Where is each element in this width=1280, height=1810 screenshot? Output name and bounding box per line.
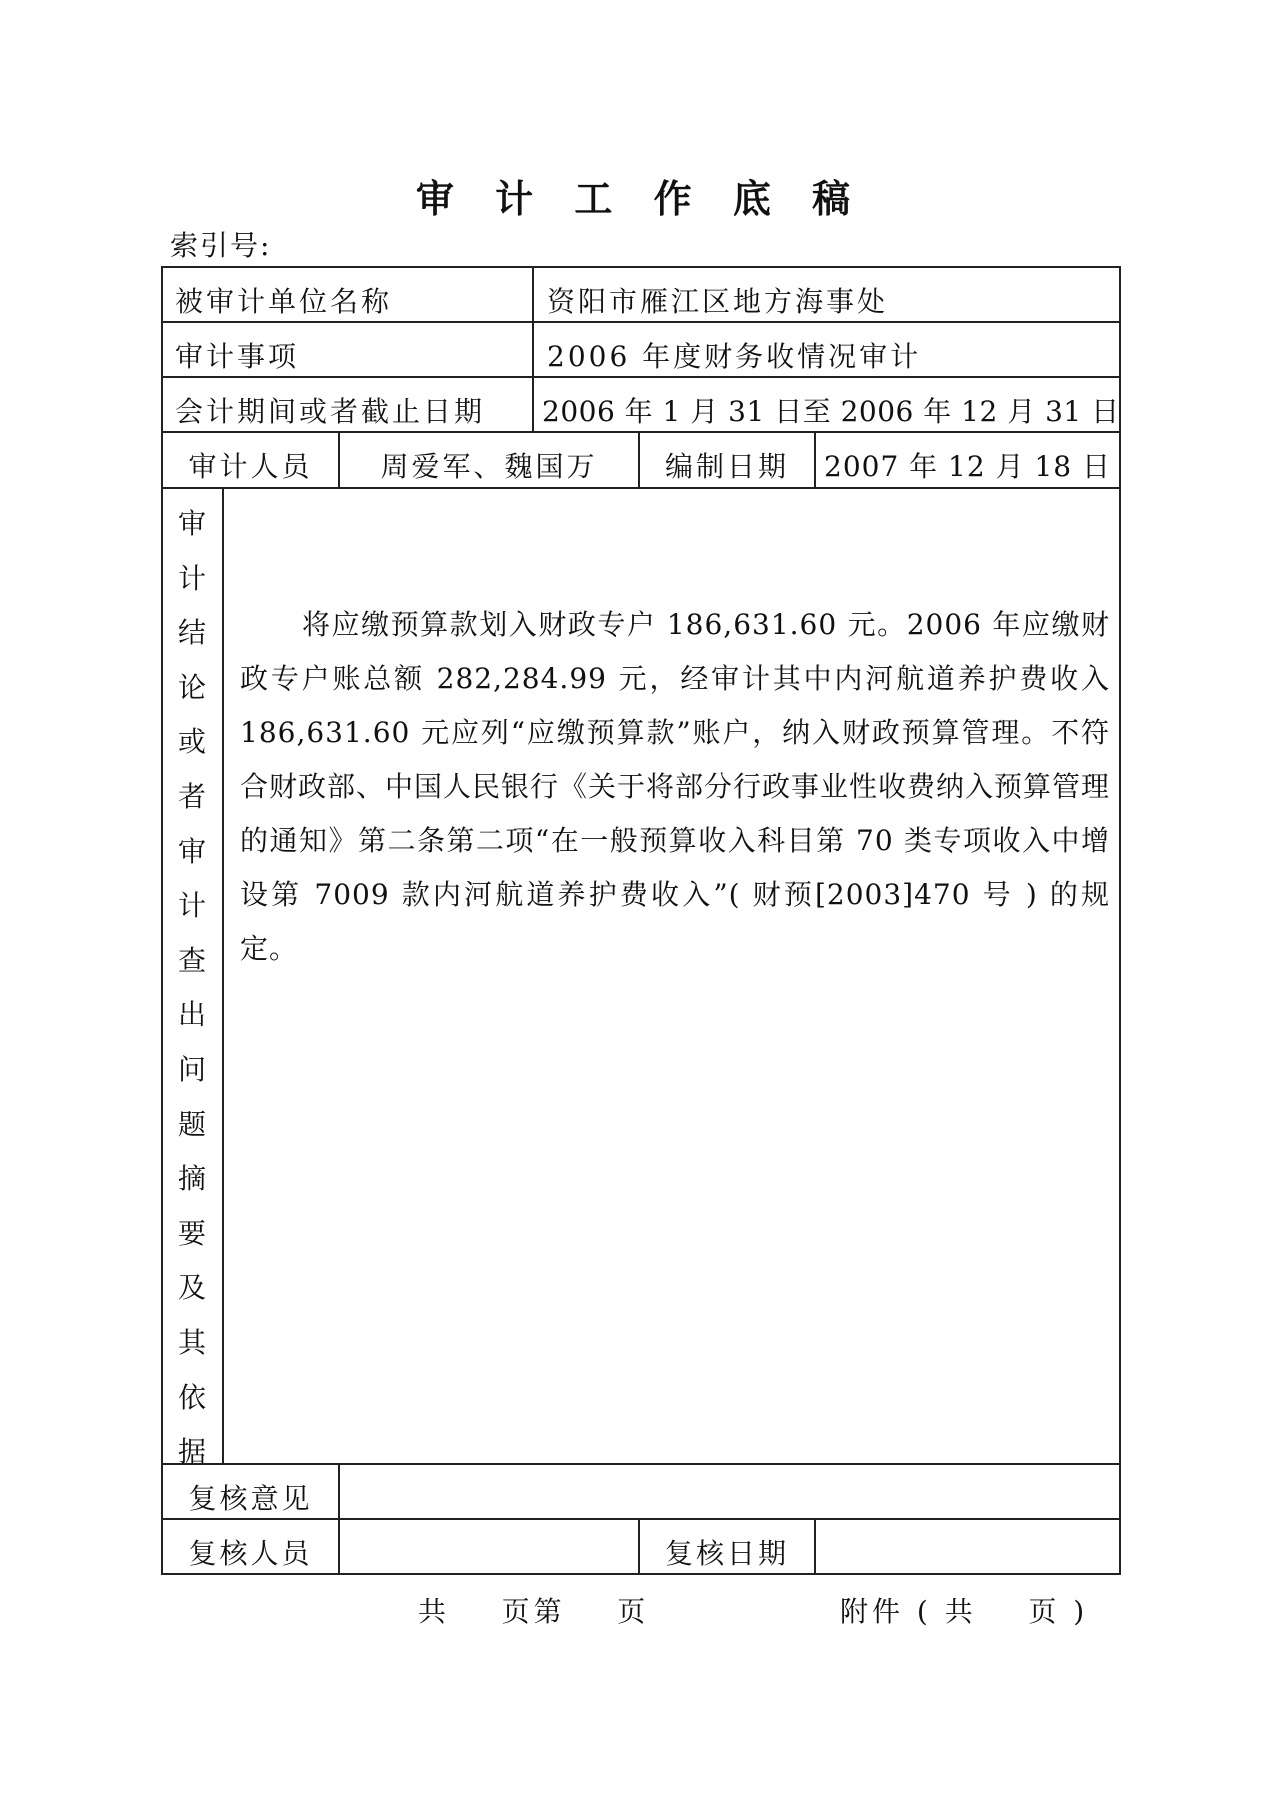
conclusion-label-char: 问 xyxy=(177,1052,206,1086)
prep-date-value: 2007 年 12 月 18 日 xyxy=(824,450,1112,483)
table-border-top xyxy=(161,266,1121,268)
attachment-count: 附件 ( 共 页 ) xyxy=(840,1595,1089,1628)
conclusion-label-char: 摘 xyxy=(177,1162,206,1196)
conclusion-label-char: 计 xyxy=(177,889,206,923)
table-row-divider xyxy=(161,376,1121,378)
conclusion-label-char: 及 xyxy=(177,1271,206,1305)
review-date-label: 复核日期 xyxy=(664,1537,789,1570)
table-col-divider xyxy=(222,487,224,1463)
conclusion-label-char: 结 xyxy=(177,616,206,650)
conclusion-label-char: 计 xyxy=(177,561,206,595)
reviewer-label: 复核人员 xyxy=(188,1537,313,1570)
page-title: 审 计 工 作 底 稿 xyxy=(415,176,865,221)
conclusion-label-char: 或 xyxy=(177,725,206,759)
table-col-divider xyxy=(814,431,816,487)
table-row-divider xyxy=(161,1518,1121,1520)
page-count: 共 页第 页 xyxy=(418,1595,650,1628)
conclusion-label-char: 题 xyxy=(177,1107,206,1141)
table-row-divider xyxy=(161,1463,1121,1465)
conclusion-label-char: 依 xyxy=(177,1380,206,1414)
table-row-divider xyxy=(161,487,1121,489)
conclusion-label-char: 其 xyxy=(177,1325,206,1359)
accounting-period-value: 2006 年 1 月 31 日至 2006 年 12 月 31 日 xyxy=(542,395,1120,428)
accounting-period-label: 会计期间或者截止日期 xyxy=(175,395,486,428)
table-row-divider xyxy=(161,321,1121,323)
review-opinion-label: 复核意见 xyxy=(188,1482,313,1515)
auditee-label: 被审计单位名称 xyxy=(175,285,393,318)
conclusion-label xyxy=(163,497,221,1469)
index-number-label: 索引号: xyxy=(170,229,272,262)
table-col-divider xyxy=(338,1463,340,1573)
conclusion-label-char: 出 xyxy=(177,998,206,1032)
auditee-value: 资阳市雁江区地方海事处 xyxy=(547,285,889,318)
prep-date-label: 编制日期 xyxy=(664,450,789,483)
auditors-label: 审计人员 xyxy=(188,450,313,483)
table-row-divider xyxy=(161,431,1121,433)
conclusion-label-char: 论 xyxy=(177,670,206,704)
table-border-bottom xyxy=(161,1573,1121,1575)
audit-conclusion-text: 将应缴预算款划入财政专户 186,631.60 元。2006 年应缴财政专户账总额 282,284.99 元，经审计其中内河航道养护费收入 186,631.60 元应列“应缴预算款”账户，纳入财政预算管理。不符合财政部、中国人民银行《关于将部分行政事业性收费纳入预算管理的通知》第二条第二项“在一般预算收入科目第 70 类专项收入中增设第 7009 款内河航道养护费收入”( 财预[2003]470 号 ) 的规定。 xyxy=(240,608,1111,965)
auditors-value: 周爱军、魏国万 xyxy=(380,450,598,483)
conclusion-label-char: 据 xyxy=(177,1435,206,1469)
conclusion-label-char: 审 xyxy=(177,507,206,540)
audit-matter-value: 2006 年度财务收情况审计 xyxy=(547,340,922,373)
table-col-divider xyxy=(532,266,534,431)
conclusion-label-char: 要 xyxy=(177,1216,206,1250)
audit-matter-label: 审计事项 xyxy=(175,340,300,373)
conclusion-label-char: 查 xyxy=(177,943,206,977)
table-col-divider xyxy=(814,1518,816,1573)
conclusion-label-char: 者 xyxy=(177,779,206,813)
table-border-right xyxy=(1119,266,1121,1575)
conclusion-label-char: 审 xyxy=(177,834,206,868)
